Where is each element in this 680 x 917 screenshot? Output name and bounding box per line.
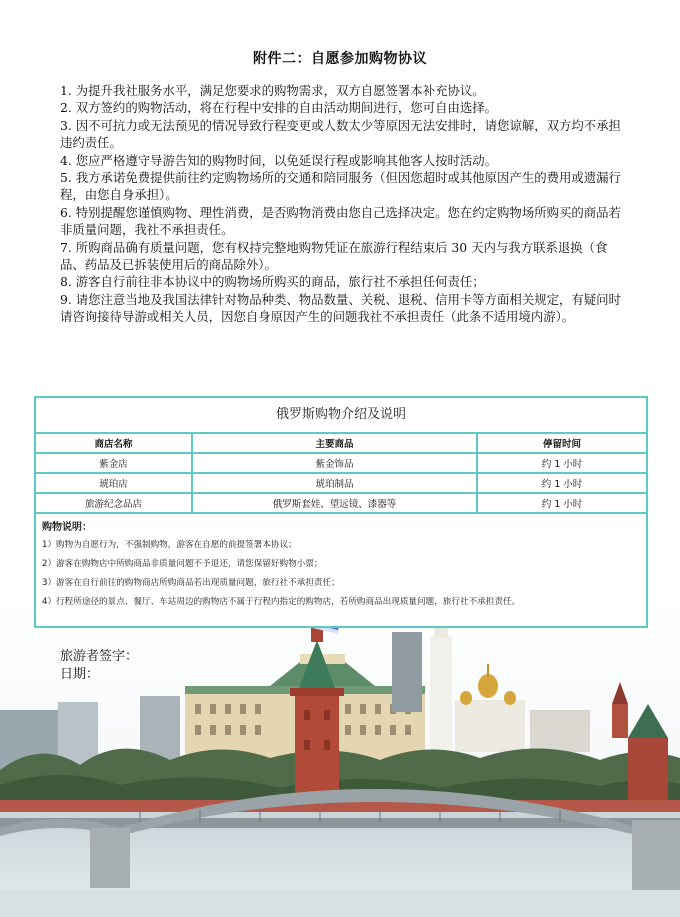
shopping-info-box [34,396,648,628]
clause: 6. 特别提醒您谨慎购物、理性消费，是否购物消费由您自己选择决定。您在约定购物场所购买的商品若非质量问题，我社不承担责任。 [60,204,621,238]
shop-name: 琥珀店 [36,473,192,493]
header-stay-time: 停留时间 [477,433,646,453]
clause: 9. 请您注意当地及我国法律针对物品种类、物品数量、关税、退税、信用卡等方面相关规定，有疑问时请咨询接待导游或相关人员，因您自身原因产生的问题我社不承担责任（此条不适用境内游）。 [60,291,621,325]
main-goods: 琥珀制品 [192,473,477,493]
traveler-signature-label: 旅游者签字： [60,649,139,664]
clause: 2. 双方签约的购物活动，将在行程中安排的自由活动期间进行，您可自由选择。 [60,100,498,116]
clause: 3. 因不可抗力或无法预见的情况导致行程变更或人数太少等原因无法安排时，请您谅解，双方均不承担违约责任。 [60,117,621,151]
header-shop-name: 商店名称 [36,433,192,453]
agreement-clauses [60,82,626,326]
header-main-goods: 主要商品 [192,433,477,453]
shops-table [36,432,646,514]
stay-time: 约 1 小时 [477,473,646,493]
shopping-notes [36,514,646,612]
box-title: 俄罗斯购物介绍及说明 [275,407,406,422]
main-goods: 紫金饰品 [192,453,477,473]
clause: 5. 我方承诺免费提供前往约定购物场所的交通和陪同服务（但因您超时或其他原因产生的费用或遗漏行程，由您自身承担）。 [60,170,621,203]
table-row [36,493,646,513]
note-item: 4）行程所途径的景点、餐厅、车站周边的购物店不属于行程内指定的购物店，若所购商品出现质量问题，旅行社不承担责任。 [42,597,521,607]
signature-block [60,648,138,684]
notes-heading: 购物说明： [42,522,92,533]
shop-name: 旅游纪念品店 [36,493,192,513]
stay-time: 约 1 小时 [477,493,646,513]
clause: 7. 所购商品确有质量问题，您有权持完整地购物凭证在旅游行程结束后 30 天内与我方联系退换（食品、药品及已拆装使用后的商品除外）。 [60,239,608,273]
table-row [36,453,646,473]
note-item: 1）购物为自愿行为，不强制购物，游客在自愿的前提签署本协议； [42,540,297,550]
main-goods: 俄罗斯套娃、望远镜、漆器等 [192,493,477,513]
table-header-row [36,433,646,453]
table-row [36,473,646,493]
page-title: 附件二：自愿参加购物协议 [253,51,427,67]
clause: 1. 为提升我社服务水平，满足您要求的购物需求，双方自愿签署本补充协议。 [60,83,485,98]
shop-name: 紫金店 [36,453,192,473]
clause: 4. 您应严格遵守导游告知的购物时间，以免延误行程或影响其他客人按时活动。 [60,152,498,168]
stay-time: 约 1 小时 [477,453,646,473]
date-label: 日期： [60,667,100,682]
note-item: 2）游客在购物店中所购商品非质量问题不予退还，请您保留好购物小票； [42,559,323,569]
note-item: 3）游客在自行前往的购物商店所购商品若出现质量问题，旅行社不承担责任； [42,578,340,588]
clause: 8. 游客自行前往非本协议中的购物场所购买的商品，旅行社不承担任何责任； [60,274,485,290]
